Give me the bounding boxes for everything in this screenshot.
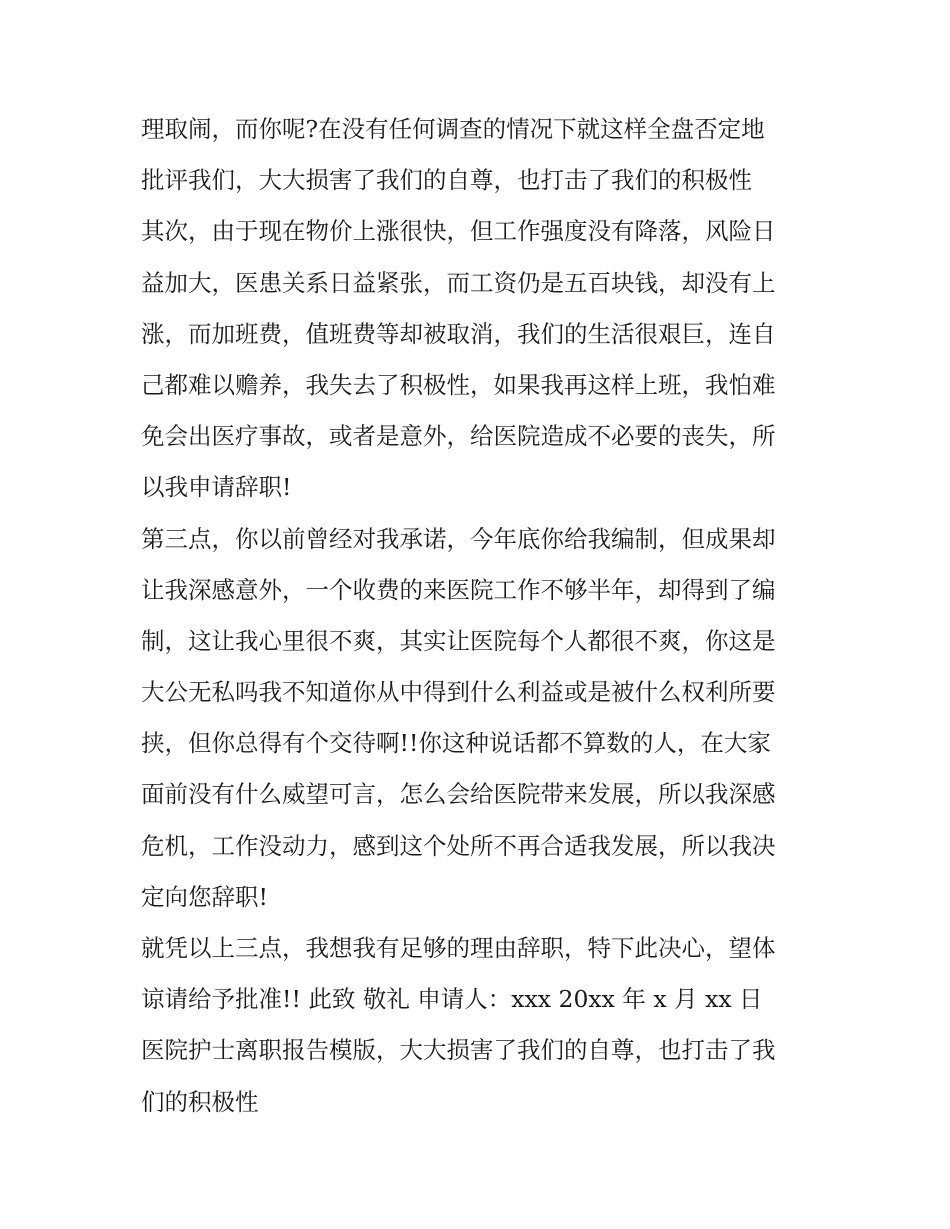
- text-line: 让我深感意外，一个收费的来医院工作不够半年，却得到了编: [141, 575, 776, 604]
- text-line: 定向您辞职!: [141, 882, 268, 911]
- text-line: 制，这让我心里很不爽，其实让医院每个人都很不爽，你这是: [141, 626, 776, 655]
- text-line: 己都难以赡养，我失去了积极性，如果我再这样上班，我怕难: [141, 370, 776, 399]
- text-line: 医院护士离职报告模版，大大损害了我们的自尊，也打击了我: [141, 1036, 776, 1065]
- document-body: [141, 104, 821, 1128]
- text-line: 第三点，你以前曾经对我承诺，今年底你给我编制，但成果却: [141, 524, 776, 553]
- text-line: 涨，而加班费，值班费等却被取消，我们的生活很艰巨，连自: [141, 319, 776, 348]
- text-line: 免会出医疗事故，或者是意外，给医院造成不必要的丧失，所: [141, 422, 776, 451]
- text-line: 谅请给予批准!! 此致 敬礼 申请人：xxx 20xx 年 x 月 xx 日: [141, 985, 763, 1014]
- text-line: 以我申请辞职!: [141, 473, 292, 502]
- text-line: 其次，由于现在物价上涨很快，但工作强度没有降落，风险日: [141, 217, 776, 246]
- text-line: 危机，工作没动力，感到这个处所不再合适我发展，所以我决: [141, 831, 776, 860]
- text-line: 们的积极性: [141, 1087, 259, 1116]
- text-line: 理取闹，而你呢?在没有任何调查的情况下就这样全盘否定地: [141, 115, 765, 143]
- text-line: 益加大，医患关系日益紧张，而工资仍是五百块钱，却没有上: [141, 268, 776, 297]
- text-line: 面前没有什么威望可言，怎么会给医院带来发展，所以我深感: [141, 780, 776, 809]
- text-line: 就凭以上三点，我想我有足够的理由辞职，特下此决心，望体: [141, 934, 776, 962]
- text-line: 批评我们，大大损害了我们的自尊，也打击了我们的积极性: [141, 166, 752, 195]
- text-line: 挟，但你总得有个交待啊!!你这种说话都不算数的人，在大家: [141, 729, 771, 758]
- text-line: 大公无私吗我不知道你从中得到什么利益或是被什么权利所要: [141, 678, 776, 707]
